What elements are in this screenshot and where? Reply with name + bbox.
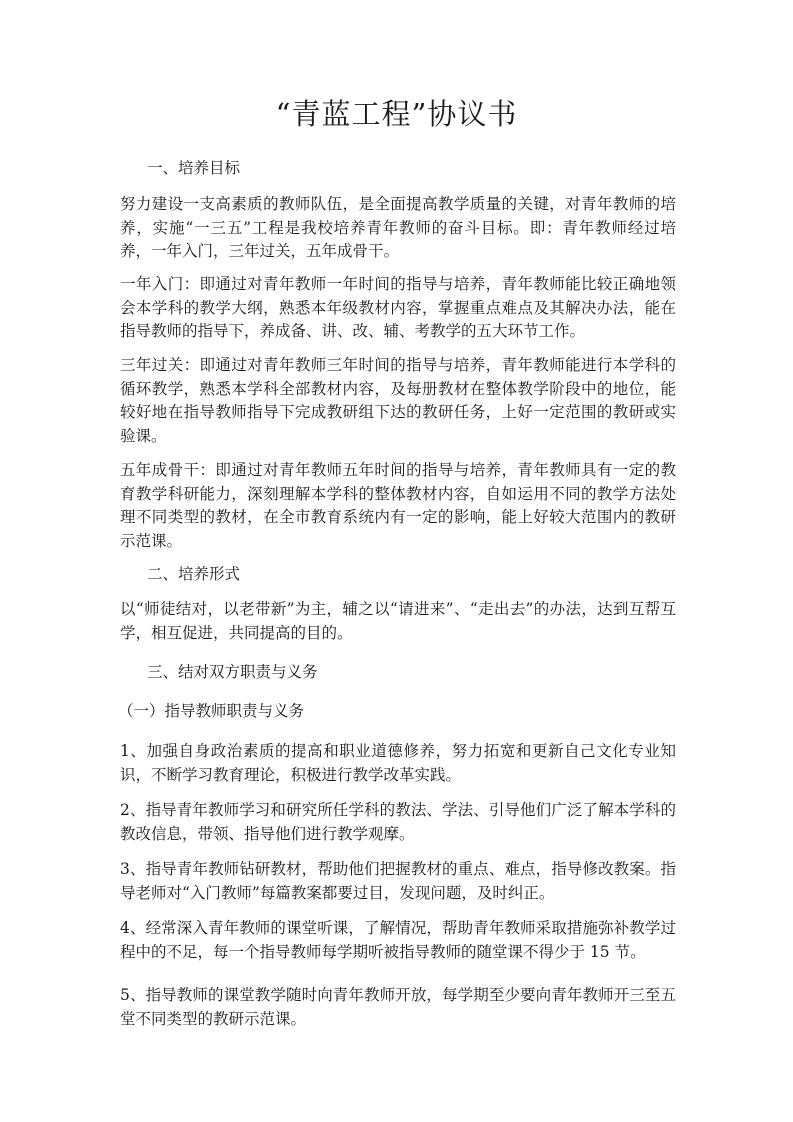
section-heading-duties: 三、结对双方职责与义务 [147, 663, 318, 681]
paragraph-first-year: 一年入门：即通过对青年教师一年时间的指导与培养，青年教师能比较正确地领会本学科的教学大纲，熟悉本年级教材内容，掌握重点难点及其解决办法，能在指导教师的指导下，养成备、讲、改、辅、考教学的五大环节工作。 [120, 275, 676, 340]
list-item-duty-5: 5、指导教师的课堂教学随时向青年教师开放，每学期至少要向青年教师开三至五堂不同类型的教研示范课。 [120, 986, 676, 1028]
section-heading-training-form: 二、培养形式 [147, 565, 241, 583]
document-title: “青蓝工程”协议书 [275, 97, 518, 131]
paragraph-fifth-year: 五年成骨干：即通过对青年教师五年时间的指导与培养，青年教师具有一定的教育教学科研能力，深刻理解本学科的整体教材内容，自如运用不同的教学方法处理不同类型的教材，在全市教育系统内有一定的影响，能上好较大范围内的教研示范课。 [120, 461, 676, 550]
list-item-duty-1: 1、加强自身政治素质的提高和职业道德修养，努力拓宽和更新自己文化专业知识，不断学习教育理论，积极进行教学改革实践。 [120, 742, 676, 784]
paragraph-third-year: 三年过关：即通过对青年教师三年时间的指导与培养，青年教师能进行本学科的循环教学，熟悉本学科全部教材内容，及每册教材在整体教学阶段中的地位，能较好地在指导教师指导下完成教研组下达的教研任务，上好一定范围的教研或实验课。 [120, 356, 676, 445]
section-heading-training-goals: 一、培养目标 [147, 159, 241, 177]
list-item-duty-3: 3、指导青年教师钻研教材，帮助他们把握教材的重点、难点，指导修改教案。指导老师对“入门教师”每篇教案都要过目，发现问题，及时纠正。 [120, 860, 676, 902]
paragraph-goals-intro: 努力建设一支高素质的教师队伍，是全面提高教学质量的关键，对青年教师的培养，实施“一三五”工程是我校培养青年教师的奋斗目标。即：青年教师经过培养，一年入门，三年过关，五年成骨干。 [120, 195, 676, 260]
list-item-duty-2: 2、指导青年教师学习和研究所任学科的教法、学法、引导他们广泛了解本学科的教改信息，带领、指导他们进行教学观摩。 [120, 801, 676, 843]
subsection-heading-mentor-duties: （一）指导教师职责与义务 [118, 702, 305, 720]
list-item-duty-4: 4、经常深入青年教师的课堂听课，了解情况，帮助青年教师采取措施弥补教学过程中的不足，每一个指导教师每学期听被指导教师的随堂课不得少于 15 节。 [120, 919, 676, 961]
paragraph-training-form: 以“师徒结对，以老带新”为主，辅之以“请进来”、“走出去”的办法，达到互帮互学，相互促进，共同提高的目的。 [120, 600, 676, 642]
